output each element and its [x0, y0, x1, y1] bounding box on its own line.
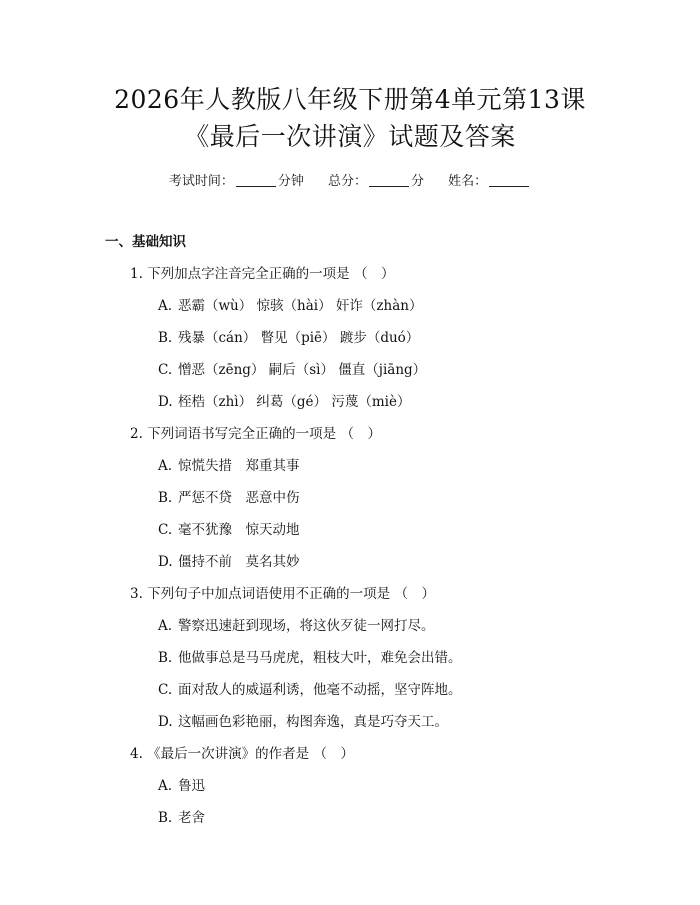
- exam-meta: [0, 170, 700, 189]
- option-text: 警察迅速赶到现场，将这伙歹徒一网打尽。: [178, 618, 435, 634]
- option-letter: D.: [158, 554, 173, 570]
- question-stem: 2. 下列词语书写完全正确的一项是 （ ）: [130, 426, 381, 442]
- option-letter: D.: [158, 714, 173, 730]
- question-stem: 4. 《最后一次讲演》的作者是 （ ）: [130, 746, 354, 762]
- time-blank[interactable]: [236, 174, 276, 187]
- option-letter: B.: [158, 490, 173, 506]
- question-option: [158, 294, 422, 314]
- option-text: 严惩不贷 恶意中伤: [178, 490, 300, 506]
- question-option: [158, 614, 435, 634]
- question-stem: 1. 下列加点字注音完全正确的一项是 （ ）: [130, 266, 395, 282]
- time-field: [169, 170, 304, 189]
- name-label: 姓名：: [448, 174, 488, 189]
- option-text: 这幅画色彩艳丽，构图奔逸，真是巧夺天工。: [178, 714, 448, 730]
- option-letter: D.: [158, 394, 173, 410]
- option-text: 恶霸（wù） 惊骇（hài） 奸诈（zhàn）: [178, 298, 423, 314]
- score-label: 总分：: [327, 174, 367, 189]
- question-option: [158, 710, 448, 730]
- option-letter: A.: [158, 618, 173, 634]
- question-option: [158, 774, 205, 794]
- option-letter: B.: [158, 810, 173, 826]
- score-field: [328, 170, 424, 189]
- score-blank[interactable]: [369, 174, 409, 187]
- option-text: 憎恶（zēng） 嗣后（sì） 僵直（jiāng）: [178, 362, 427, 378]
- question-option: [158, 326, 419, 346]
- option-letter: B.: [158, 650, 173, 666]
- option-letter: C.: [158, 522, 173, 538]
- option-letter: C.: [158, 682, 173, 698]
- option-text: 老舍: [178, 810, 205, 826]
- page-title: 2026年人教版八年级下册第4单元第13课: [114, 85, 586, 114]
- question-option: [158, 358, 426, 378]
- option-text: 残暴（cán） 瞥见（piē） 踱步（duó）: [178, 330, 420, 346]
- time-label: 考试时间：: [168, 174, 234, 189]
- option-text: 惊慌失措 郑重其事: [178, 458, 300, 474]
- section-heading: 一、基础知识: [105, 234, 186, 250]
- option-text: 僵持不前 莫名其妙: [178, 554, 300, 570]
- option-text: 毫不犹豫 惊天动地: [178, 522, 300, 538]
- question-option: [158, 486, 300, 506]
- page-subtitle: 《最后一次讲演》试题及答案: [184, 122, 516, 151]
- option-text: 他做事总是马马虎虎，粗枝大叶，难免会出错。: [178, 650, 462, 666]
- option-text: 鲁迅: [178, 778, 205, 794]
- name-blank[interactable]: [489, 174, 529, 187]
- question-option: [158, 454, 300, 474]
- time-unit: 分钟: [277, 174, 304, 189]
- question-option: [158, 678, 462, 698]
- option-letter: B.: [158, 330, 173, 346]
- option-letter: A.: [158, 778, 173, 794]
- question-option: [158, 390, 410, 410]
- option-text: 桎梏（zhì） 纠葛（gé） 污蔑（miè）: [178, 394, 411, 410]
- score-unit: 分: [411, 174, 425, 189]
- option-text: 面对敌人的威逼利诱，他毫不动摇，坚守阵地。: [178, 682, 462, 698]
- question-stem: 3. 下列句子中加点词语使用不正确的一项是 （ ）: [130, 586, 435, 602]
- question-option: [158, 646, 462, 666]
- option-letter: A.: [158, 458, 173, 474]
- question-option: [158, 806, 205, 826]
- question-option: [158, 550, 300, 570]
- name-field: [448, 170, 531, 189]
- question-option: [158, 518, 300, 538]
- option-letter: A.: [158, 298, 173, 314]
- option-letter: C.: [158, 362, 173, 378]
